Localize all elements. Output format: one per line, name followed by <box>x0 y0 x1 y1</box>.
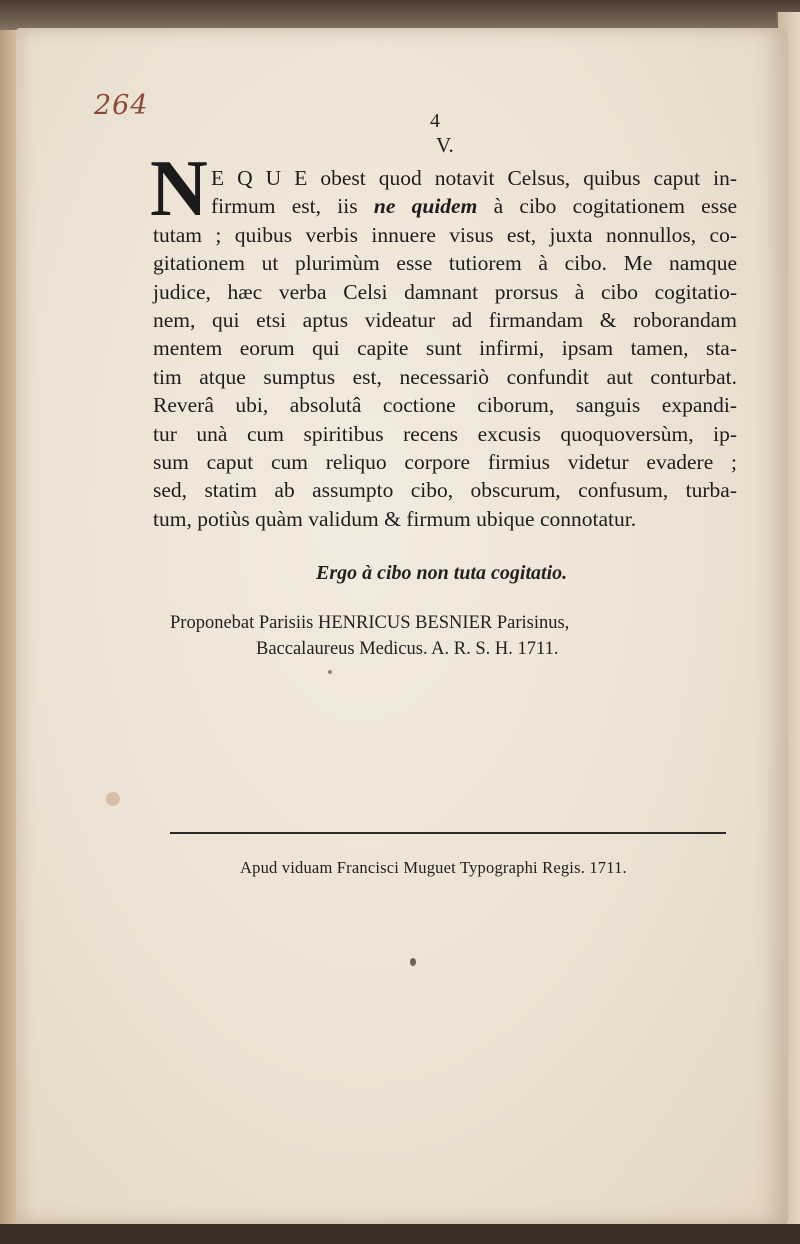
paragraph-line: nem, qui etsi aptus videatur ad firmandam & roborandam <box>153 307 737 332</box>
attribution <box>170 610 569 662</box>
paragraph-line: firmum est, iis ne quidem à cibo cogitationem esse <box>211 194 738 219</box>
paragraph-line: Reverâ ubi, absolutâ coctione ciborum, sanguis expandi- <box>153 393 737 418</box>
foxing-spot <box>106 792 120 806</box>
horizontal-rule <box>170 832 726 834</box>
handwritten-page-number: 264 <box>94 90 149 121</box>
section-number: V. <box>436 133 454 157</box>
ink-speck <box>410 958 416 966</box>
paragraph-line: sed, statim ab assumpto cibo, obscurum, confusum, turba- <box>153 478 737 503</box>
paragraph-line: judice, hæc verba Celsi damnant prorsus à cibo cogitatio- <box>153 279 737 304</box>
paragraph-line: tur unà cum spiritibus recens excusis quoquoversùm, ip- <box>153 421 737 446</box>
paragraph-line: tum, potiùs quàm validum & firmum ubique connotatur. <box>153 506 637 531</box>
paragraph-line: tutam ; quibus verbis innuere visus est, juxta nonnullos, co- <box>153 222 737 247</box>
drop-cap: N <box>150 145 208 233</box>
signature-mark: 4 <box>430 110 440 132</box>
conclusion-line: Ergo à cibo non tuta cogitatio. <box>316 562 568 584</box>
paragraph-line: mentem eorum qui capite sunt infirmi, ipsam tamen, sta- <box>153 336 737 361</box>
attribution-line-2: Baccalaureus Medicus. A. R. S. H. 1711. <box>256 639 559 659</box>
paragraph-line: sum caput cum reliquo corpore firmius videtur evadere ; <box>153 449 737 474</box>
ink-speck <box>328 670 332 674</box>
main-paragraph <box>153 164 737 533</box>
printer-imprint: Apud viduam Francisci Muguet Typographi Regis. 1711. <box>240 858 627 877</box>
paragraph-line: tim atque sumptus est, necessariò confundit aut conturbat. <box>153 364 737 389</box>
book-bottom-edge <box>0 1224 800 1244</box>
paragraph-line: E Q U E obest quod notavit Celsus, quibus caput in- <box>211 166 737 190</box>
paragraph-line: gitationem ut plurimùm esse tutiorem à cibo. Me namque <box>153 251 737 276</box>
attribution-line-1: Proponebat Parisiis HENRICUS BESNIER Parisinus, <box>170 613 570 633</box>
